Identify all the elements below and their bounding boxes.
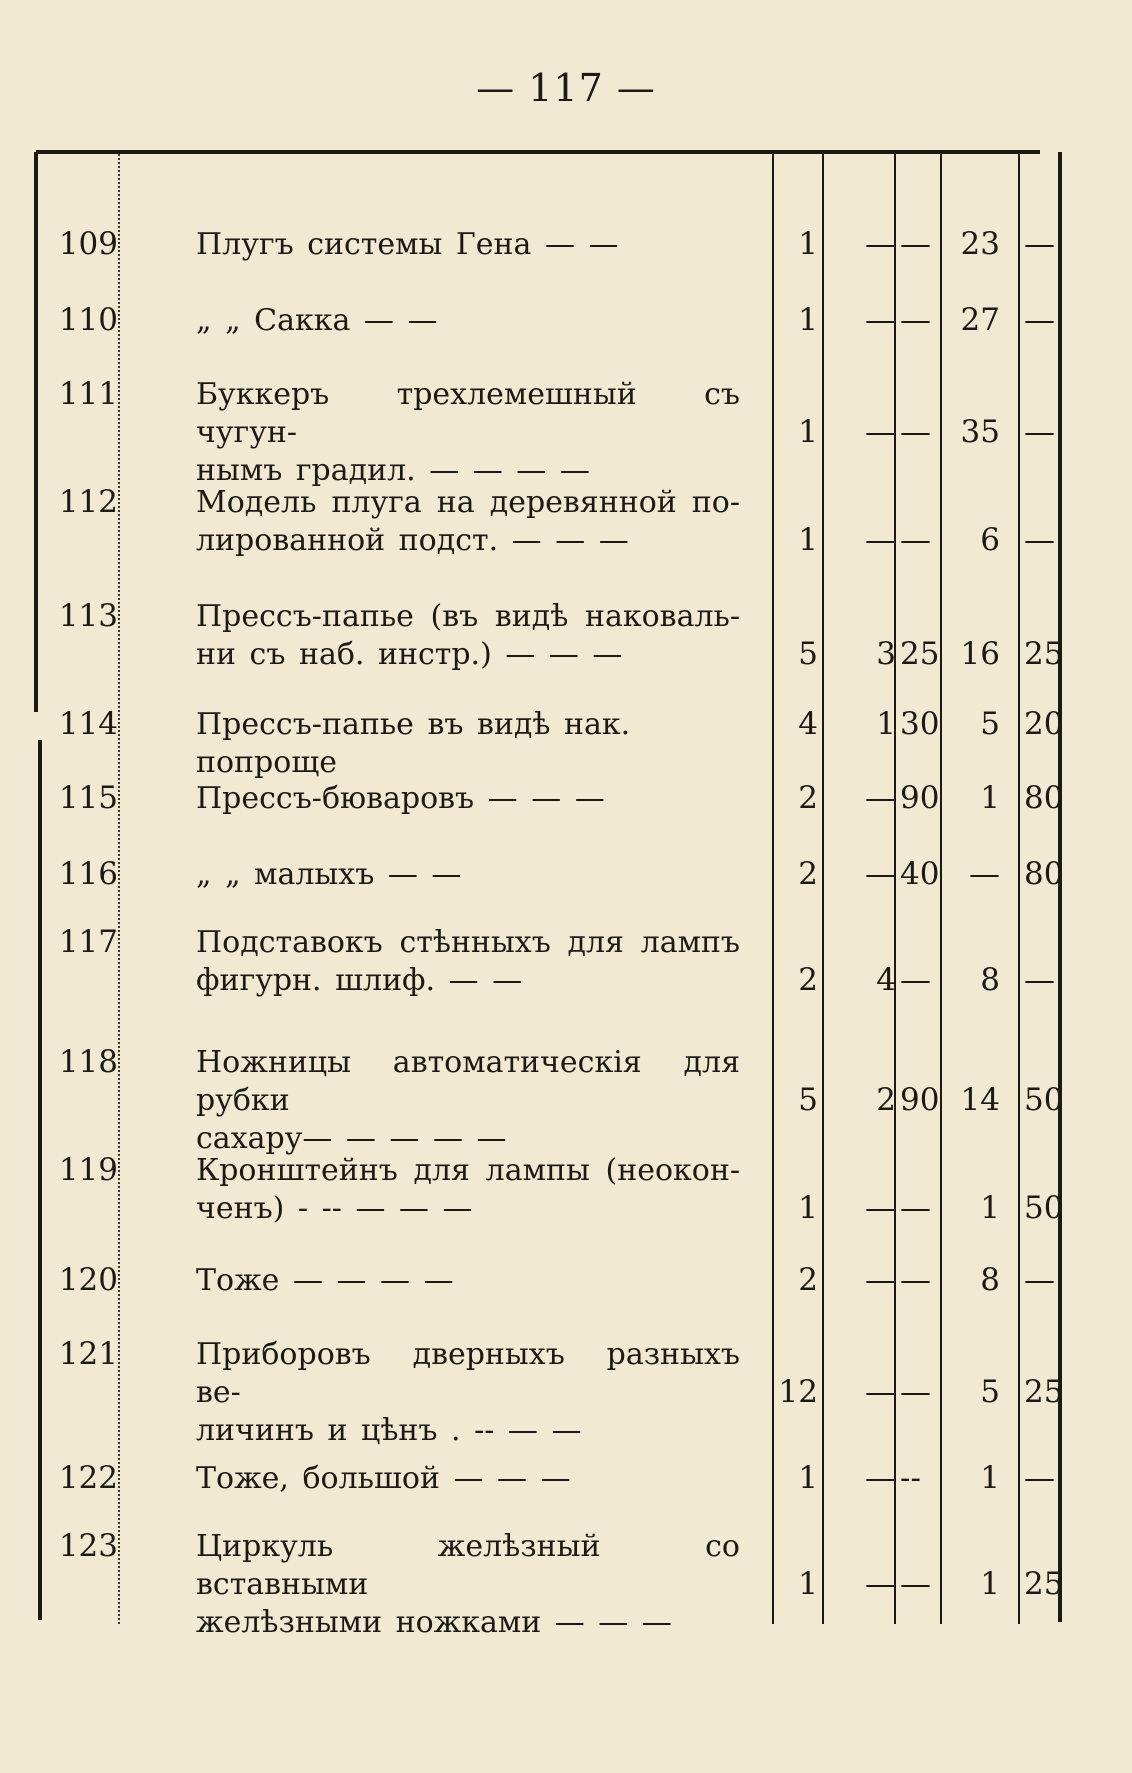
unit-price-kopecks-cell: — xyxy=(900,414,931,450)
item-description xyxy=(196,1336,740,1450)
qty-column-rule xyxy=(772,154,774,1624)
item-number: 109 xyxy=(58,226,118,262)
item-number: 118 xyxy=(58,1044,118,1080)
unit-price-kopecks-cell: — xyxy=(900,302,931,338)
total-rubles-cell: 1 xyxy=(980,1460,1000,1496)
total-kopecks-cell: — xyxy=(1024,522,1055,558)
unit-price-rubles-cell: — xyxy=(865,780,896,816)
item-description xyxy=(196,1460,740,1498)
unit-price-kopecks-cell: 90 xyxy=(900,780,940,816)
total-kopecks-cell: 25 xyxy=(1024,1374,1064,1410)
unit-rub-column-rule xyxy=(822,154,824,1624)
total-kopecks-cell: — xyxy=(1024,226,1055,262)
quantity-cell: 1 xyxy=(798,226,818,262)
left-border xyxy=(34,152,38,712)
item-number: 111 xyxy=(58,376,118,412)
unit-price-kopecks-cell: -- xyxy=(900,1460,921,1496)
description-line: Подставокъ стѣнныхъ для лампъ xyxy=(196,925,740,960)
total-rubles-cell: 1 xyxy=(980,1566,1000,1602)
description-line: личинъ и цѣнъ . -- — — xyxy=(196,1413,582,1448)
unit-price-rubles-cell: — xyxy=(865,414,896,450)
item-number: 110 xyxy=(58,302,118,338)
description-line: Циркуль желѣзный со вставными xyxy=(196,1529,740,1602)
total-kopecks-cell: 80 xyxy=(1024,856,1064,892)
table-top-rule xyxy=(36,150,1040,154)
unit-price-rubles-cell: — xyxy=(865,1262,896,1298)
item-description xyxy=(196,924,740,1000)
total-rubles-cell: 14 xyxy=(960,1082,1000,1118)
description-line: Тоже — — — — xyxy=(196,1263,454,1298)
item-number: 113 xyxy=(58,598,118,634)
item-number: 123 xyxy=(58,1528,118,1564)
total-rubles-cell: 16 xyxy=(960,636,1000,672)
item-number: 121 xyxy=(58,1336,118,1372)
quantity-cell: 2 xyxy=(798,1262,818,1298)
item-number: 122 xyxy=(58,1460,118,1496)
total-kopecks-cell: — xyxy=(1024,962,1055,998)
item-description xyxy=(196,1262,740,1300)
description-line: „ „ малыхъ — — xyxy=(196,857,462,892)
quantity-cell: 2 xyxy=(798,780,818,816)
item-description xyxy=(196,484,740,560)
unit-price-kopecks-cell: 90 xyxy=(900,1082,940,1118)
description-line: Тоже, большой — — — xyxy=(196,1461,571,1496)
quantity-cell: 1 xyxy=(798,1190,818,1226)
total-rubles-cell: 35 xyxy=(960,414,1000,450)
description-line: сахару— — — — — xyxy=(196,1121,507,1156)
total-rubles-cell: 6 xyxy=(980,522,1000,558)
description-line: Приборовъ дверныхъ разныхъ ве- xyxy=(196,1337,740,1410)
item-description xyxy=(196,376,740,490)
total-kopecks-cell: — xyxy=(1024,414,1055,450)
total-kopecks-cell: 50 xyxy=(1024,1190,1064,1226)
description-line: ченъ) - -- — — — xyxy=(196,1191,473,1226)
description-line: Кронштейнъ для лампы (неокон- xyxy=(196,1153,740,1188)
page-number: — 117 — xyxy=(476,66,656,110)
description-line: нымъ градил. — — — — xyxy=(196,453,590,488)
total-rubles-cell: 8 xyxy=(980,962,1000,998)
item-number: 116 xyxy=(58,856,118,892)
unit-price-kopecks-cell: 25 xyxy=(900,636,940,672)
unit-price-rubles-cell: — xyxy=(865,1460,896,1496)
description-line: лированной подст. — — — xyxy=(196,523,629,558)
description-line: Буккеръ трехлемешный съ чугун- xyxy=(196,377,740,450)
description-line: Модель плуга на деревянной по- xyxy=(196,485,740,520)
total-rubles-cell: 8 xyxy=(980,1262,1000,1298)
quantity-cell: 1 xyxy=(798,302,818,338)
unit-price-rubles-cell: — xyxy=(865,226,896,262)
total-kopecks-cell: — xyxy=(1024,302,1055,338)
unit-price-rubles-cell: — xyxy=(865,522,896,558)
left-border-lower xyxy=(38,740,42,1620)
item-description xyxy=(196,1528,740,1642)
total-kopecks-cell: 50 xyxy=(1024,1082,1064,1118)
total-rubles-cell: 5 xyxy=(980,706,1000,742)
unit-price-kopecks-cell: — xyxy=(900,522,931,558)
total-kop-column-rule xyxy=(1018,154,1020,1624)
quantity-cell: 4 xyxy=(798,706,818,742)
quantity-cell: 12 xyxy=(778,1374,818,1410)
total-rubles-cell: 27 xyxy=(960,302,1000,338)
quantity-cell: 1 xyxy=(798,414,818,450)
quantity-cell: 2 xyxy=(798,856,818,892)
unit-price-kopecks-cell: — xyxy=(900,226,931,262)
description-line: желѣзными ножками — — — xyxy=(196,1605,672,1640)
total-kopecks-cell: 25 xyxy=(1024,1566,1064,1602)
unit-price-rubles-cell: 4 xyxy=(876,962,896,998)
item-description xyxy=(196,856,740,894)
total-kopecks-cell: 20 xyxy=(1024,706,1064,742)
unit-price-kopecks-cell: 40 xyxy=(900,856,940,892)
item-description xyxy=(196,1152,740,1228)
unit-price-kopecks-cell: — xyxy=(900,1374,931,1410)
unit-price-rubles-cell: — xyxy=(865,856,896,892)
description-line: Плугъ системы Гена — — xyxy=(196,227,619,262)
unit-price-rubles-cell: — xyxy=(865,1374,896,1410)
quantity-cell: 1 xyxy=(798,522,818,558)
quantity-cell: 1 xyxy=(798,1460,818,1496)
item-number: 115 xyxy=(58,780,118,816)
unit-price-kopecks-cell: — xyxy=(900,1566,931,1602)
unit-price-rubles-cell: — xyxy=(865,1566,896,1602)
unit-price-rubles-cell: — xyxy=(865,302,896,338)
description-line: ни съ наб. инстр.) — — — xyxy=(196,637,623,672)
unit-price-kopecks-cell: — xyxy=(900,1190,931,1226)
item-number: 119 xyxy=(58,1152,118,1188)
item-description xyxy=(196,302,740,340)
unit-price-rubles-cell: 3 xyxy=(876,636,896,672)
unit-price-kopecks-cell: — xyxy=(900,962,931,998)
description-line: Прессъ-бюваровъ — — — xyxy=(196,781,605,816)
unit-price-kopecks-cell: 30 xyxy=(900,706,940,742)
item-number: 112 xyxy=(58,484,118,520)
total-kopecks-cell: — xyxy=(1024,1262,1055,1298)
item-description xyxy=(196,598,740,674)
quantity-cell: 5 xyxy=(798,1082,818,1118)
description-line: „ „ Сакка — — xyxy=(196,303,438,338)
quantity-cell: 2 xyxy=(798,962,818,998)
description-line: Ножницы автоматическія для рубки xyxy=(196,1045,740,1118)
unit-price-rubles-cell: 2 xyxy=(876,1082,896,1118)
item-description xyxy=(196,1044,740,1158)
number-column-rule xyxy=(118,154,120,1624)
total-kopecks-cell: — xyxy=(1024,1460,1055,1496)
total-kopecks-cell: 80 xyxy=(1024,780,1064,816)
total-rubles-cell: 1 xyxy=(980,1190,1000,1226)
item-number: 120 xyxy=(58,1262,118,1298)
item-number: 114 xyxy=(58,706,118,742)
item-description xyxy=(196,226,740,264)
total-kopecks-cell: 25 xyxy=(1024,636,1064,672)
total-rubles-cell: — xyxy=(969,856,1000,892)
unit-price-rubles-cell: — xyxy=(865,1190,896,1226)
unit-price-kopecks-cell: — xyxy=(900,1262,931,1298)
description-line: Прессъ-папье въ видѣ нак. попроще xyxy=(196,707,631,780)
total-rubles-cell: 5 xyxy=(980,1374,1000,1410)
item-description xyxy=(196,706,740,782)
description-line: Прессъ-папье (въ видѣ наковаль- xyxy=(196,599,740,634)
total-rubles-cell: 23 xyxy=(960,226,1000,262)
total-rub-column-rule xyxy=(940,154,942,1624)
description-line: фигурн. шлиф. — — xyxy=(196,963,523,998)
total-rubles-cell: 1 xyxy=(980,780,1000,816)
quantity-cell: 1 xyxy=(798,1566,818,1602)
item-number: 117 xyxy=(58,924,118,960)
item-description xyxy=(196,780,740,818)
quantity-cell: 5 xyxy=(798,636,818,672)
unit-price-rubles-cell: 1 xyxy=(876,706,896,742)
